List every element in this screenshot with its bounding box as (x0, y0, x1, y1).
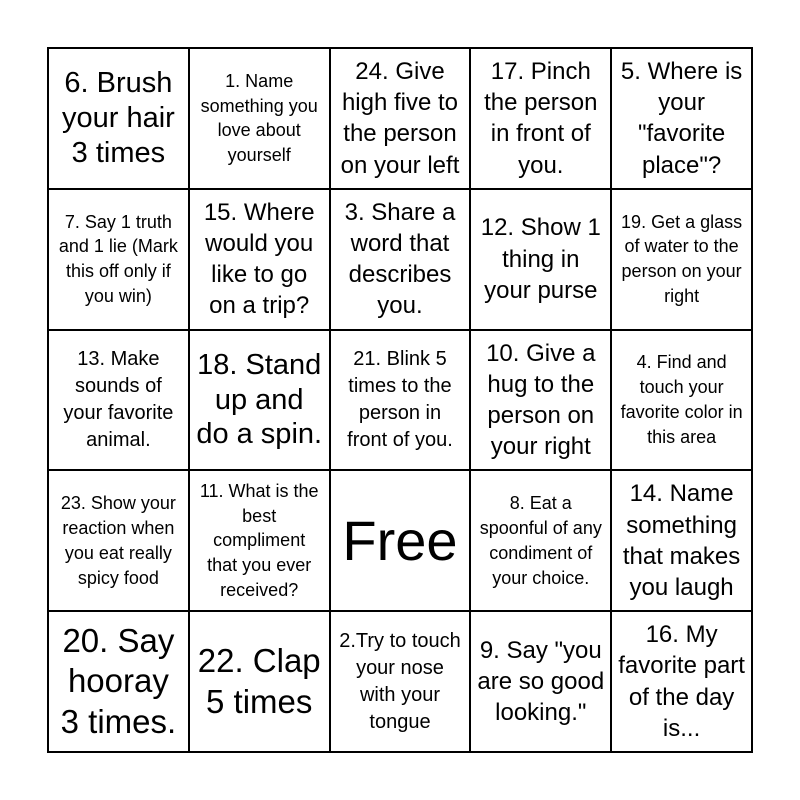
bingo-cell-r2c5[interactable] (611, 189, 752, 330)
cell-text: 5. Where is your "favorite place"? (620, 58, 743, 179)
cell-text: 24. Give high five to the person on your left (340, 58, 460, 179)
cell-text: 4. Find and touch your favorite color in this area (620, 352, 743, 447)
bingo-cell-r2c1[interactable] (48, 189, 189, 330)
cell-text: 11. What is the best compliment that you ever received? (199, 480, 319, 601)
cell-text: 12. Show 1 thing in your purse (480, 214, 601, 304)
cell-text: 18. Stand up and do a spin. (196, 348, 323, 451)
bingo-cell-r4c2[interactable] (189, 470, 330, 611)
bingo-cell-r5c5[interactable] (611, 611, 752, 752)
bingo-cell-r1c4[interactable] (470, 48, 611, 189)
bingo-cell-r2c4[interactable] (470, 189, 611, 330)
bingo-cell-r5c1[interactable] (48, 611, 189, 752)
cell-text: 23. Show your reaction when you eat really spicy food (60, 493, 176, 588)
bingo-cell-r4c4[interactable] (470, 470, 611, 611)
cell-text: 13. Make sounds of your favorite animal. (63, 347, 174, 451)
bingo-cell-r1c1[interactable] (48, 48, 189, 189)
cell-text: 15. Where would you like to go on a trip? (203, 198, 315, 320)
free-space[interactable] (330, 470, 471, 611)
cell-text: 17. Pinch the person in front of you. (484, 58, 598, 179)
bingo-board (47, 47, 753, 753)
free-label: Free (342, 508, 458, 572)
cell-text: 16. My favorite part of the day is... (618, 621, 745, 742)
bingo-cell-r4c5[interactable] (611, 470, 752, 611)
cell-text: 19. Get a glass of water to the person on your right (621, 211, 743, 307)
bingo-cell-r5c2[interactable] (189, 611, 330, 752)
bingo-cell-r4c1[interactable] (48, 470, 189, 611)
cell-text: 6. Brush your hair 3 times (61, 67, 175, 169)
cell-text: 1. Name something you love about yourself (200, 70, 318, 166)
cell-text: 14. Name something that makes you laugh (622, 480, 741, 601)
cell-text: 7. Say 1 truth and 1 lie (Mark this off only if you win) (58, 211, 178, 307)
cell-text: 22. Clap 5 times (197, 642, 321, 720)
bingo-cell-r5c4[interactable] (470, 611, 611, 752)
bingo-cell-r3c2[interactable] (189, 330, 330, 471)
cell-text: 3. Share a word that describes you. (344, 198, 456, 320)
cell-text: 8. Eat a spoonful of any condiment of your choice. (479, 493, 602, 588)
bingo-cell-r2c2[interactable] (189, 189, 330, 330)
bingo-cell-r1c5[interactable] (611, 48, 752, 189)
bingo-cell-r3c3[interactable] (330, 330, 471, 471)
cell-text: 20. Say hooray 3 times. (60, 622, 177, 740)
bingo-cell-r3c5[interactable] (611, 330, 752, 471)
cell-text: 2.Try to touch your nose with your tongue (339, 629, 461, 733)
cell-text: 9. Say "you are so good looking." (477, 636, 605, 727)
bingo-cell-r3c1[interactable] (48, 330, 189, 471)
bingo-cell-r2c3[interactable] (330, 189, 471, 330)
cell-text: 21. Blink 5 times to the person in front of you. (347, 347, 453, 451)
cell-text: 10. Give a hug to the person on your right (486, 339, 596, 461)
bingo-cell-r5c3[interactable] (330, 611, 471, 752)
bingo-cell-r3c4[interactable] (470, 330, 611, 471)
bingo-cell-r1c2[interactable] (189, 48, 330, 189)
bingo-cell-r1c3[interactable] (330, 48, 471, 189)
